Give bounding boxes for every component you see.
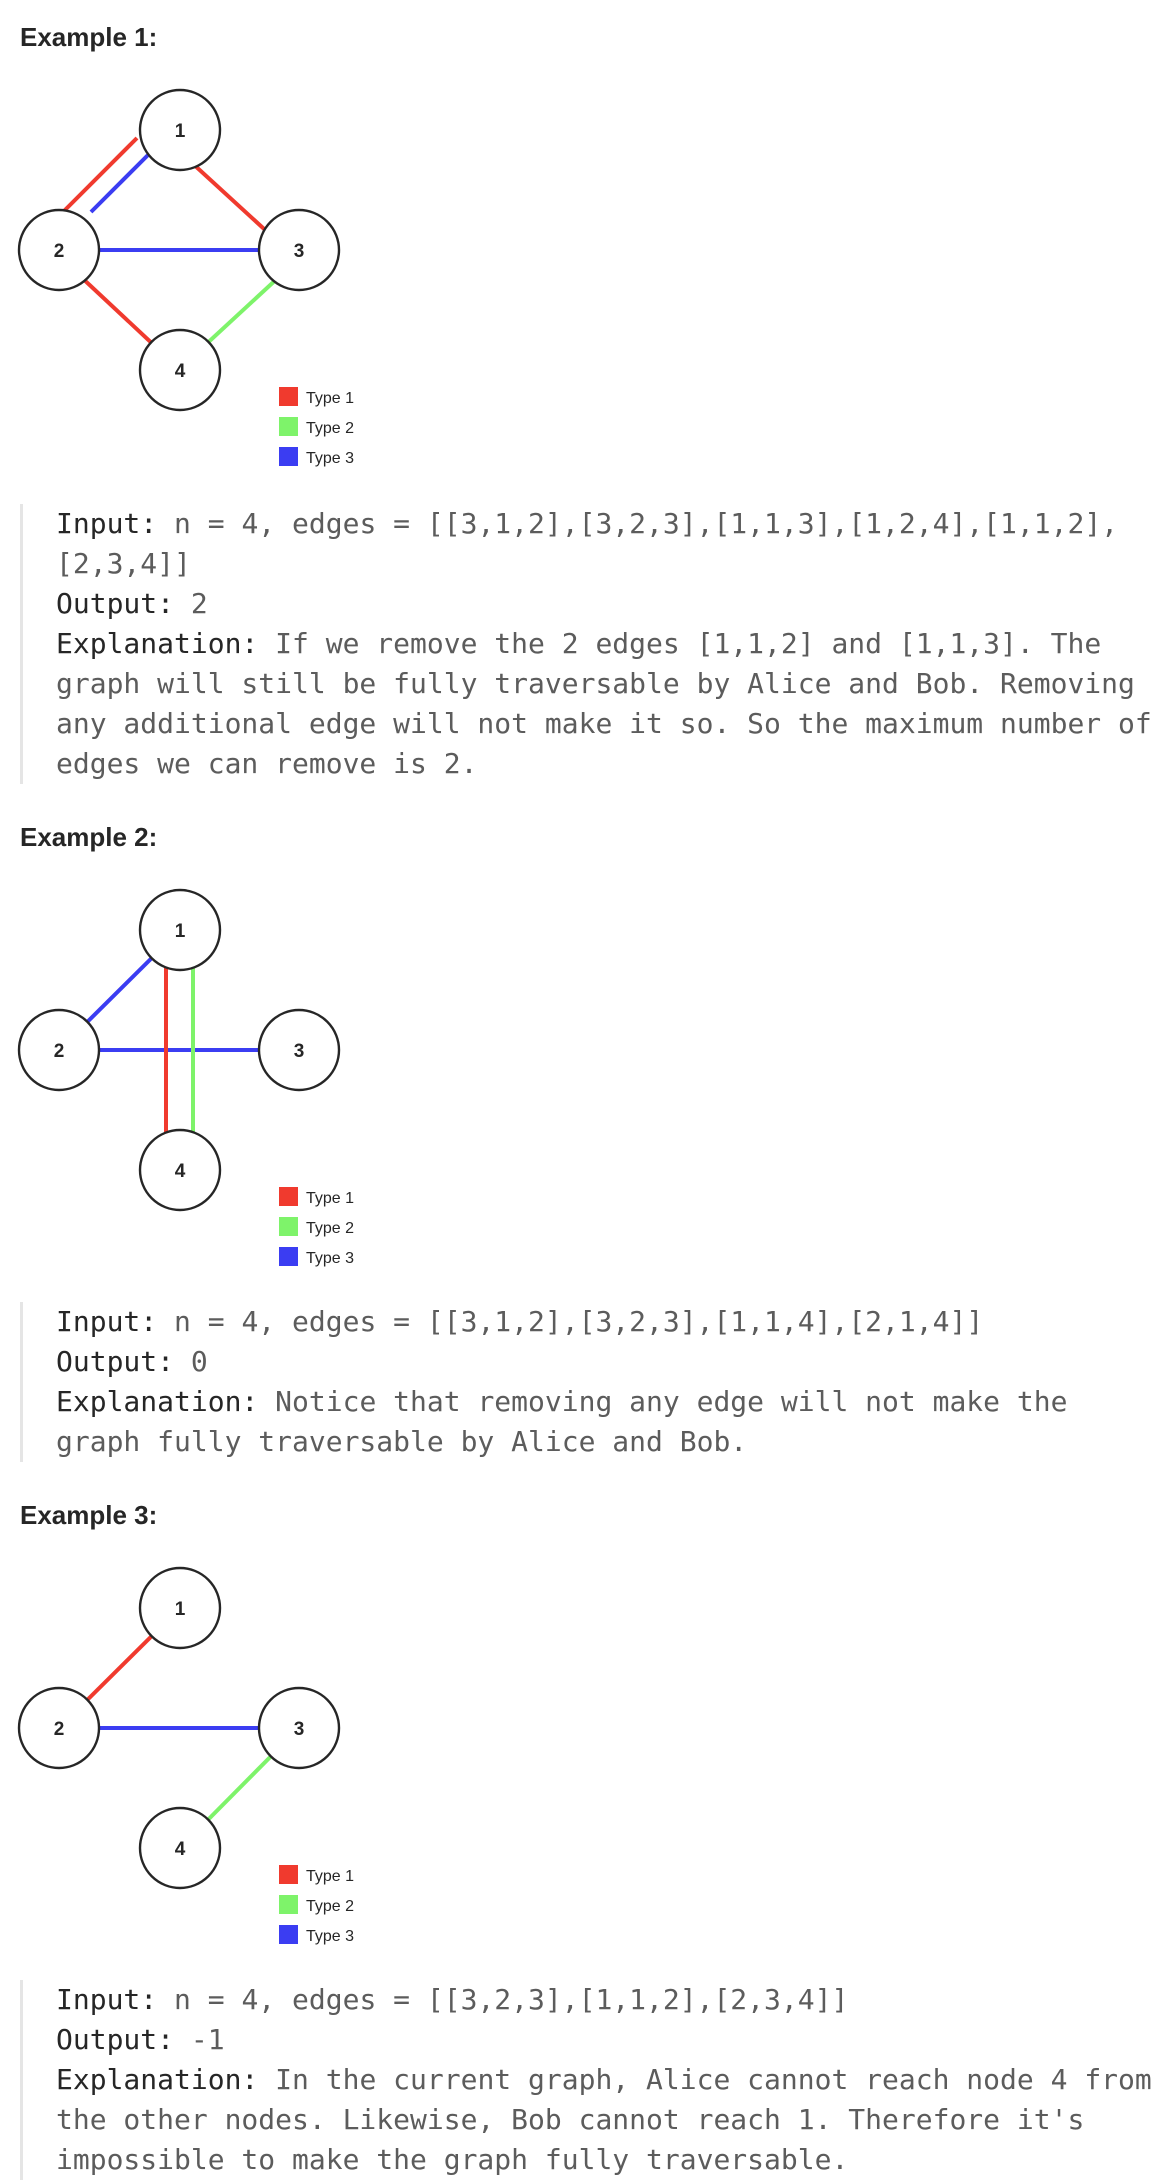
example-1-graph-diagram <box>0 76 400 467</box>
svg-text:4: 4 <box>174 361 186 382</box>
svg-text:1: 1 <box>174 121 186 142</box>
legend-swatch-type1 <box>279 1187 298 1206</box>
svg-text:1: 1 <box>174 1599 186 1620</box>
output-line <box>56 584 1160 624</box>
output-label: Output: <box>56 1345 175 1378</box>
svg-text:Type 1: Type 1 <box>306 1190 355 1207</box>
output-value: 0 <box>190 1345 208 1378</box>
input-label: Input: <box>56 1305 158 1338</box>
svg-text:2: 2 <box>53 1041 65 1062</box>
legend-swatch-type3 <box>279 1925 298 1944</box>
legend-swatch-type3 <box>279 447 298 466</box>
node-3 <box>259 1688 339 1768</box>
explanation-value: In the current graph, Alice cannot reach node 4 from the other nodes. Likewise, Bob cannot reach 1. Therefore it's impossible to make the graph fully traversable. <box>56 2063 1169 2176</box>
input-label: Input: <box>56 507 158 540</box>
output-label: Output: <box>56 2023 175 2056</box>
legend <box>279 1187 354 1267</box>
edge-3-4-type2 <box>202 276 280 348</box>
example-2-graph-diagram <box>0 876 400 1267</box>
output-value: 2 <box>190 587 208 620</box>
example-2-heading: Example 2: <box>20 822 158 852</box>
explanation-line <box>56 1382 1160 1462</box>
node-3 <box>259 210 339 290</box>
svg-text:2: 2 <box>53 1719 65 1740</box>
example-2-block <box>20 1302 1160 1462</box>
svg-text:1: 1 <box>174 921 186 942</box>
svg-text:Type 2: Type 2 <box>306 1898 355 1915</box>
legend-swatch-type2 <box>279 417 298 436</box>
output-line <box>56 2020 1160 2060</box>
explanation-label: Explanation: <box>56 627 259 660</box>
input-value: n = 4, edges = [[3,1,2],[3,2,3],[1,1,3],[1,2,4],[1,1,2],[2,3,4]] <box>56 507 1119 580</box>
node-1 <box>140 1568 220 1648</box>
legend-swatch-type1 <box>279 387 298 406</box>
svg-text:3: 3 <box>293 1719 305 1740</box>
edge-2-4-type1 <box>80 276 157 348</box>
node-4 <box>140 1808 220 1888</box>
input-value: n = 4, edges = [[3,2,3],[1,1,2],[2,3,4]] <box>174 1983 849 2016</box>
example-1-heading: Example 1: <box>20 22 158 52</box>
svg-text:Type 2: Type 2 <box>306 420 355 437</box>
node-2 <box>19 210 99 290</box>
svg-text:3: 3 <box>293 1041 305 1062</box>
svg-text:Type 1: Type 1 <box>306 1868 355 1885</box>
example-3-block <box>20 1980 1169 2180</box>
explanation-label: Explanation: <box>56 2063 259 2096</box>
explanation-value: If we remove the 2 edges [1,1,2] and [1,1,3]. The graph will still be fully traversable by Alice and Bob. Removing any additional edge will not make it so. So the maximum number of edges we can remove is 2. <box>56 627 1169 780</box>
node-4 <box>140 330 220 410</box>
svg-text:3: 3 <box>293 241 305 262</box>
input-value: n = 4, edges = [[3,1,2],[3,2,3],[1,1,4],[2,1,4]] <box>174 1305 984 1338</box>
node-2 <box>19 1688 99 1768</box>
svg-text:Type 3: Type 3 <box>306 1250 355 1267</box>
svg-text:Type 3: Type 3 <box>306 450 355 467</box>
example-3-heading: Example 3: <box>20 1500 158 1530</box>
explanation-value: Notice that removing any edge will not make the graph fully traversable by Alice and Bob. <box>56 1385 1085 1458</box>
explanation-label: Explanation: <box>56 1385 259 1418</box>
node-3 <box>259 1010 339 1090</box>
output-value: -1 <box>190 2023 225 2056</box>
legend-swatch-type3 <box>279 1247 298 1266</box>
input-line <box>56 504 1160 584</box>
legend <box>279 1865 354 1945</box>
output-label: Output: <box>56 587 175 620</box>
svg-text:4: 4 <box>174 1839 186 1860</box>
node-2 <box>19 1010 99 1090</box>
legend <box>279 387 354 467</box>
legend-swatch-type1 <box>279 1865 298 1884</box>
example-1-block <box>20 504 1169 784</box>
legend-swatch-type2 <box>279 1217 298 1236</box>
example-3-graph-diagram <box>0 1554 400 1945</box>
output-line <box>56 1342 1160 1382</box>
explanation-line <box>56 2060 1169 2180</box>
node-4 <box>140 1130 220 1210</box>
legend-swatch-type2 <box>279 1895 298 1914</box>
edge-1-2-type3 <box>91 152 151 212</box>
svg-text:Type 2: Type 2 <box>306 1220 355 1237</box>
node-1 <box>140 890 220 970</box>
explanation-line <box>56 624 1169 784</box>
svg-text:4: 4 <box>174 1161 186 1182</box>
input-line <box>56 1980 1160 2020</box>
node-1 <box>140 90 220 170</box>
svg-text:Type 1: Type 1 <box>306 390 355 407</box>
input-line <box>56 1302 1160 1342</box>
svg-text:2: 2 <box>53 241 65 262</box>
input-label: Input: <box>56 1983 158 2016</box>
svg-text:Type 3: Type 3 <box>306 1928 355 1945</box>
